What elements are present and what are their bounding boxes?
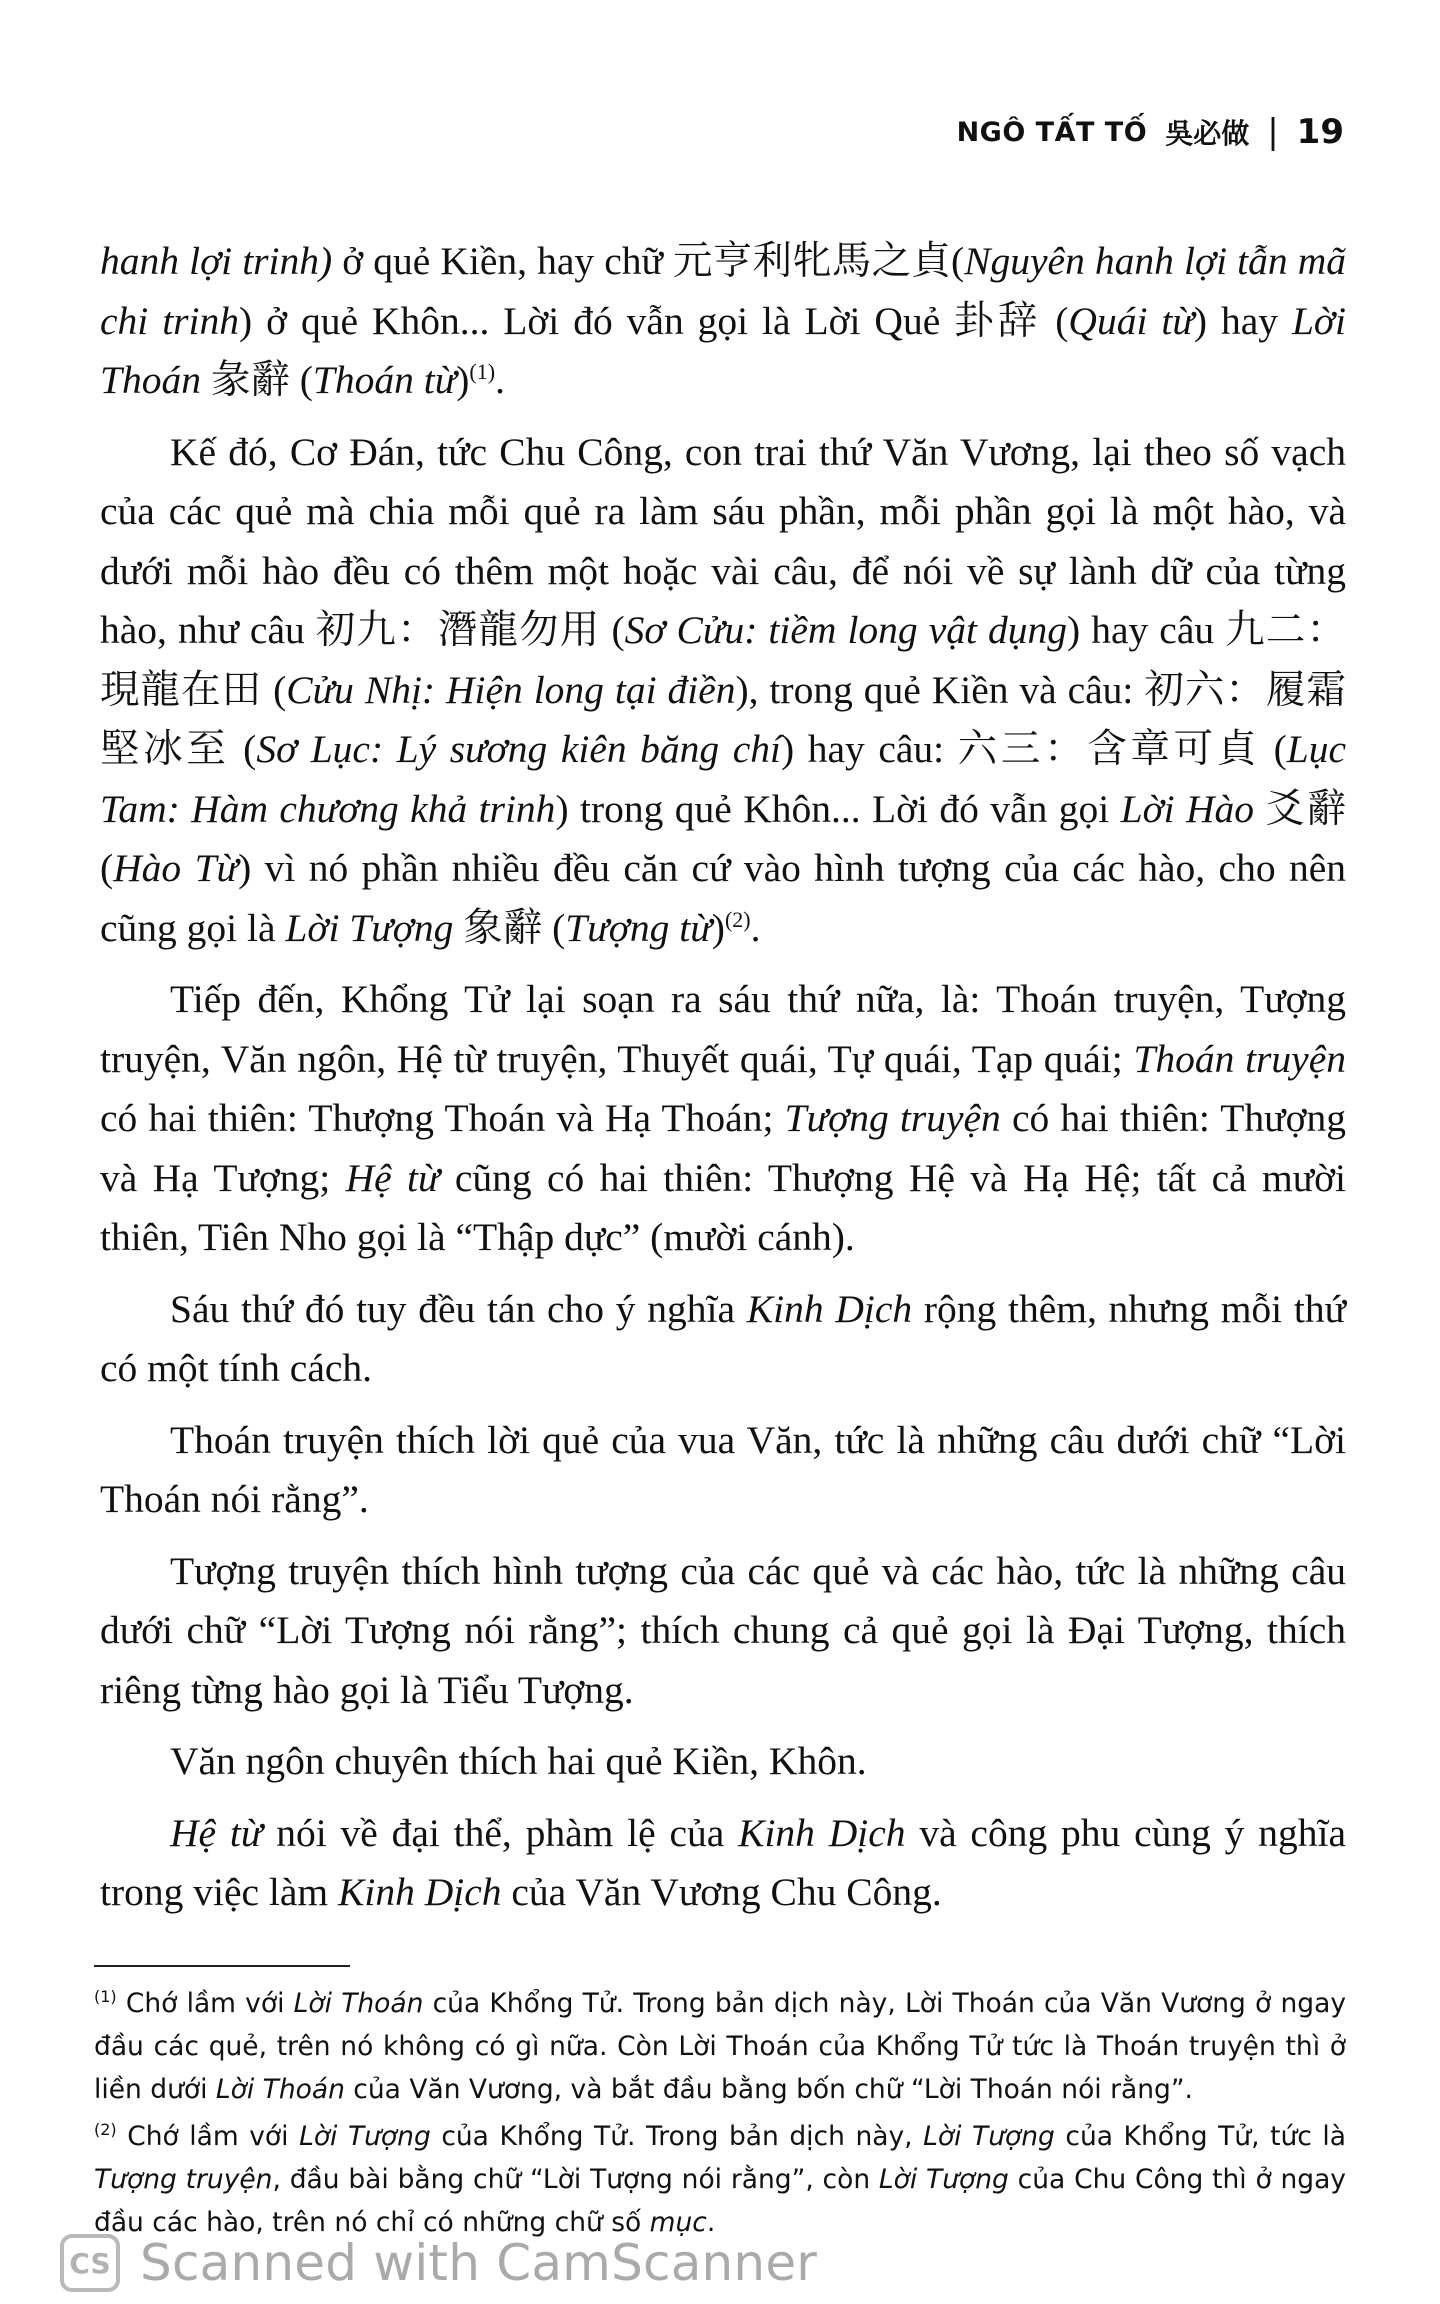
italic-text: Sơ Cửu: tiềm long vật dụng bbox=[624, 608, 1068, 652]
text-run: cũng có hai thiên: Thượng Hệ và Hạ Hệ; tất cả mười thiên, Tiên Nho gọi là “Thập dực” (mười cánh). bbox=[100, 1155, 1346, 1259]
text-run: 象辭 ( bbox=[453, 905, 566, 950]
text-run: Sáu thứ đó tuy đều tán cho ý nghĩa bbox=[170, 1286, 747, 1331]
italic-text: Kinh Dịch bbox=[746, 1286, 913, 1331]
italic-text: Lời Thoán bbox=[100, 298, 1346, 402]
body-text bbox=[100, 232, 1346, 1935]
italic-text: Hệ từ bbox=[345, 1155, 440, 1200]
text-run: . bbox=[495, 358, 505, 402]
paragraph bbox=[100, 1804, 1346, 1923]
camscanner-logo-icon: CS bbox=[60, 2234, 120, 2292]
italic-text: mục bbox=[649, 2207, 707, 2238]
text-run: 爻辭 ( bbox=[100, 786, 1346, 890]
text-run: Thoán truyện thích lời quẻ của vua Văn, tức là những câu dưới chữ “Lời Thoán nói rằng”. bbox=[100, 1417, 1346, 1521]
italic-text: Lời Tượng bbox=[923, 2121, 1055, 2152]
text-run: Kế đó, Cơ Đán, tức Chu Công, con trai thứ Văn Vương, lại theo số vạch của các quẻ mà chia mỗi quẻ ra làm sáu phần, mỗi phần gọi là một hào, và dưới mỗi hào đều có thêm một hoặc vài câu, để nói về sự lành dữ của từng hào, như câu 初九：潛龍勿用 ( bbox=[100, 429, 1346, 652]
page-number: 19 bbox=[1296, 112, 1344, 152]
text-run: của Khổng Tử. Trong bản dịch này, bbox=[430, 2121, 924, 2152]
text-run: ) trong quẻ Khôn... Lời đó vẫn gọi bbox=[555, 786, 1121, 831]
text-run: ) vì nó phần nhiều đều căn cứ vào hình tượng của các hào, cho nên cũng gọi là bbox=[100, 846, 1346, 950]
italic-text: Tượng truyện bbox=[784, 1096, 1001, 1140]
italic-text: Nguyên hanh lợi tẫn mã chi trinh bbox=[100, 239, 1346, 343]
text-run: ), trong quẻ Kiền và câu: 初六：履霜堅冰至 ( bbox=[100, 667, 1347, 771]
footnote bbox=[94, 2115, 1346, 2244]
italic-text: Kinh Dịch bbox=[338, 1870, 502, 1914]
text-run: của Văn Vương, và bắt đầu bằng bốn chữ “Lời Thoán nói rằng”. bbox=[344, 2074, 1193, 2105]
paragraph bbox=[100, 970, 1346, 1268]
text-run: ) bbox=[711, 905, 725, 950]
italic-text: Lục Tam: Hàm chương khả trinh bbox=[100, 727, 1346, 831]
text-run: của Khổng Tử. Trong bản dịch này, Lời Thoán của Văn Vương ở ngay đầu các quẻ, trên nó không có gì nữa. Còn Lời Thoán của Khổng Tử tức là Thoán truyện thì ở liền dưới bbox=[94, 1988, 1346, 2105]
italic-text: Lời Tượng bbox=[878, 2164, 1009, 2195]
header-separator: | bbox=[1267, 112, 1279, 152]
footnote-ref: (2) bbox=[94, 2120, 117, 2140]
text-run: , đầu bài bằng chữ “Lời Tượng nói rằng”, còn bbox=[272, 2164, 879, 2195]
watermark-text: Scanned with CamScanner bbox=[140, 2234, 818, 2292]
text-run: ở quẻ Kiền, hay chữ 元亨利牝馬之貞( bbox=[332, 239, 965, 283]
italic-text: Quái từ bbox=[1068, 298, 1194, 343]
footnote-divider bbox=[94, 1965, 350, 1967]
italic-text: Tượng từ bbox=[565, 905, 712, 950]
paragraph bbox=[100, 423, 1346, 959]
text-run: nói về đại thể, phàm lệ của bbox=[262, 1810, 739, 1855]
text-run: ) bbox=[456, 358, 470, 402]
text-run: ) hay câu 九二：現龍在田 ( bbox=[100, 608, 1346, 712]
italic-text: Hào Từ bbox=[113, 846, 239, 890]
italic-text: Lời Tượng bbox=[299, 2121, 431, 2152]
footnote-ref: (2) bbox=[724, 906, 751, 932]
text-run: 彖辭 ( bbox=[200, 358, 313, 402]
text-run: rộng thêm, nhưng mỗi thứ có một tính cách. bbox=[100, 1286, 1347, 1390]
italic-text: Kinh Dịch bbox=[738, 1810, 906, 1855]
text-run: . bbox=[706, 2207, 716, 2238]
camscanner-watermark bbox=[60, 2234, 817, 2292]
text-run: ) hay bbox=[1193, 298, 1292, 343]
text-run: có hai thiên: Thượng Thoán và Hạ Thoán; bbox=[100, 1096, 785, 1140]
text-run: của Chu Công thì ở ngay đầu các hào, trên nó chỉ có những chữ số bbox=[94, 2164, 1346, 2238]
italic-text: Lời Thoán bbox=[293, 1988, 424, 2019]
paragraph bbox=[100, 1732, 1346, 1792]
paragraph bbox=[100, 1411, 1346, 1530]
italic-text: Thoán từ bbox=[312, 358, 457, 402]
text-run: Chớ lầm với bbox=[116, 2121, 300, 2152]
text-run: Chớ lầm với bbox=[116, 1988, 294, 2019]
footnotes bbox=[94, 1982, 1346, 2248]
text-run: có hai thiên: Thượng và Hạ Tượng; bbox=[100, 1096, 1346, 1200]
text-run: ) hay câu: 六三：含章可貞 ( bbox=[781, 727, 1287, 771]
footnote-ref: (1) bbox=[94, 1987, 117, 2007]
footnote-ref: (1) bbox=[469, 358, 496, 384]
italic-text: Hệ từ bbox=[170, 1810, 263, 1855]
paragraph bbox=[100, 232, 1346, 411]
italic-text: Thoán truyện bbox=[1133, 1036, 1346, 1081]
italic-text: Cửu Nhị: Hiện long tại điền bbox=[286, 667, 736, 712]
text-run: của Khổng Tử, tức là bbox=[1054, 2121, 1346, 2152]
paragraph bbox=[100, 1542, 1346, 1721]
italic-text: Sơ Lục: Lý sương kiên băng chí bbox=[256, 727, 781, 771]
text-run: Văn ngôn chuyên thích hai quẻ Kiền, Khôn. bbox=[170, 1739, 867, 1783]
text-run: . bbox=[750, 905, 761, 950]
italic-text: Lời Hào bbox=[1120, 786, 1255, 831]
text-run: Tiếp đến, Khổng Tử lại soạn ra sáu thứ nữa, là: Thoán truyện, Tượng truyện, Văn ngôn, Hệ từ truyện, Thuyết quái, Tự quái, Tạp quái; bbox=[100, 977, 1346, 1081]
italic-text: Tượng truyện bbox=[94, 2164, 273, 2195]
italic-text: Lời Thoán bbox=[215, 2074, 345, 2105]
header-author-chinese: 吳必做 bbox=[1165, 117, 1250, 150]
running-header bbox=[957, 112, 1344, 152]
paragraph bbox=[100, 1280, 1346, 1399]
footnote bbox=[94, 1982, 1346, 2111]
text-run: Tượng truyện thích hình tượng của các quẻ và các hào, tức là những câu dưới chữ “Lời Tượng nói rằng”; thích chung cả quẻ gọi là Đại Tượng, thích riêng từng hào gọi là Tiểu Tượng. bbox=[100, 1548, 1346, 1712]
italic-text: hanh lợi trinh) bbox=[100, 239, 333, 283]
text-run: của Văn Vương Chu Công. bbox=[501, 1870, 942, 1914]
header-author: NGÔ TẤT TỐ bbox=[956, 116, 1148, 148]
text-run: và công phu cùng ý nghĩa trong việc làm bbox=[100, 1810, 1346, 1914]
italic-text: Lời Tượng bbox=[285, 905, 454, 950]
text-run: ) ở quẻ Khôn... Lời đó vẫn gọi là Lời Quẻ 卦辞 ( bbox=[239, 298, 1069, 343]
